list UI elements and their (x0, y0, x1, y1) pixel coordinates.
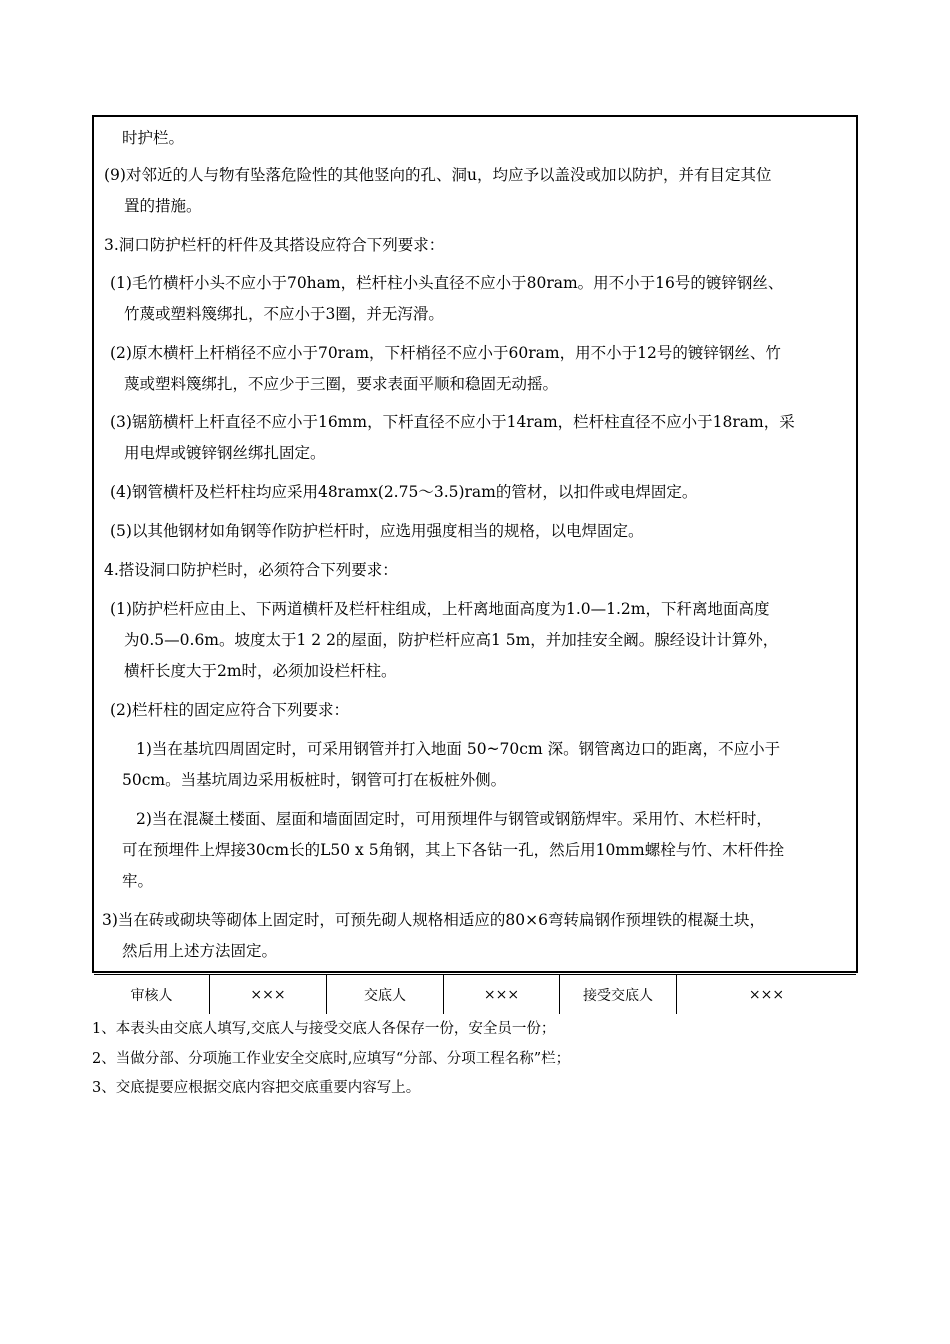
text-line: 置的措施。 (124, 197, 202, 215)
paragraph-3 (110, 268, 852, 330)
text-line: 1)当在基坑四周固定时，可采用钢管并打入地面 50~70cm 深。钢管离边口的距离，不应小于 (136, 740, 781, 758)
text-line: 为0.5—0.6m。坡度太于1 2 2的屋面，防护栏杆应高1 5m，并加挂安全阚。腺经设计计算外， (124, 631, 779, 649)
text-line: 4.搭设洞口防护栏时，必须符合下列要求： (104, 561, 398, 579)
text-line: 然后用上述方法固定。 (122, 942, 278, 960)
footnote-3: 3、交底提要应根据交底内容把交底重要内容写上。 (92, 1080, 421, 1096)
paragraph-5 (110, 407, 852, 469)
reviewer-label: 审核人 (94, 975, 210, 1014)
text-line: 2)当在混凝土楼面、屋面和墙面固定时，可用预埋件与钢管或钢筋焊牢。采用竹、木栏杆时， (136, 810, 772, 828)
text-line: (1)防护栏杆应由上、下两道横杆及栏杆柱组成，上杆离地面高度为1.0—1.2m，下秆离地面高度 (110, 600, 770, 618)
footnote-2: 2、当做分部、分项施工作业安全交底时,应填写“分部、分项工程名称”栏； (92, 1050, 571, 1067)
text-line: (2)栏杆柱的固定应符合下列要求： (110, 701, 349, 719)
paragraph-0 (122, 123, 842, 154)
footnote-1: 1、本表头由交底人填写,交底人与接受交底人各保存一份，安全员一份； (92, 1021, 556, 1037)
receiver-label: 接受交底人 (560, 975, 677, 1014)
discloser-label: 交底人 (327, 975, 444, 1014)
paragraph-10 (110, 695, 852, 726)
text-line: (2)原木横杆上杆梢径不应小于70ram，下杆梢径不应小于60ram，用不小于12号的镀锌钢丝、竹 (110, 344, 781, 362)
signature-row (94, 974, 856, 1014)
text-line: 牢。 (122, 872, 154, 890)
paragraph-7 (110, 516, 852, 547)
text-line: 竹蔑或塑料篾绑扎，不应小于3圈，并无泻滑。 (124, 305, 444, 323)
text-line: (1)毛竹横杆小头不应小于70ham，栏杆柱小头直径不应小于80ram。用不小于16号的镀锌钢丝、 (110, 274, 784, 292)
text-line: 蔑或塑料篾绑扎，不应少于三圈，要求表面平顺和稳固无动摇。 (124, 375, 559, 393)
text-line: (3)锯筋横杆上杆直径不应小于16mm，下杆直径不应小于14ram，栏杆柱直径不应小于18ram，采 (110, 413, 795, 431)
text-line: 用电焊或镀锌钢丝绑扎固定。 (124, 444, 326, 462)
paragraph-12 (122, 804, 852, 897)
paragraph-11 (122, 734, 852, 796)
footnotes (92, 1015, 852, 1104)
paragraph-6 (110, 477, 852, 508)
document-table (92, 115, 858, 1004)
text-line: 可在预埋件上焊接30cm长的L50 x 5角钢，其上下各钻一孔，然后用10mm螺栓与竹、木杆件拴 (122, 841, 785, 859)
paragraph-13 (102, 905, 852, 967)
text-line: 横杆长度大于2m时，必须加设栏杆柱。 (124, 662, 397, 680)
text-line: 3.洞口防护栏杆的杆件及其搭设应符合下列要求： (104, 236, 445, 254)
receiver-value: ××× (748, 986, 785, 1003)
discloser-value: ××× (444, 975, 560, 1014)
text-line: 时护栏。 (122, 129, 185, 147)
reviewer-value: ××× (210, 975, 327, 1014)
text-line: (5)以其他钢材如角钢等作防护栏杆时，应选用强度相当的规格，以电焊固定。 (110, 522, 644, 540)
text-line: 3)当在砖或砌块等砌体上固定时，可预先砌人规格相适应的80×6弯转扁钢作预埋铁的棍凝土块， (102, 911, 765, 929)
content-cell (94, 117, 856, 974)
paragraph-2 (104, 230, 844, 261)
paragraph-4 (110, 338, 852, 400)
paragraph-9 (110, 594, 852, 687)
text-line: 50cm。当基坑周边采用板桩时，钢管可打在板桩外侧。 (122, 771, 507, 789)
text-line: (9)对邻近的人与物有坠落危险性的其他竖向的孔、洞u，均应予以盖没或加以防护，并有目定其位 (104, 166, 772, 184)
paragraph-1 (104, 160, 852, 222)
text-line: (4)钢管横杆及栏杆柱均应采用48ramx(2.75～3.5)ram的管材，以扣件或电焊固定。 (110, 483, 698, 501)
paragraph-8 (104, 555, 844, 586)
